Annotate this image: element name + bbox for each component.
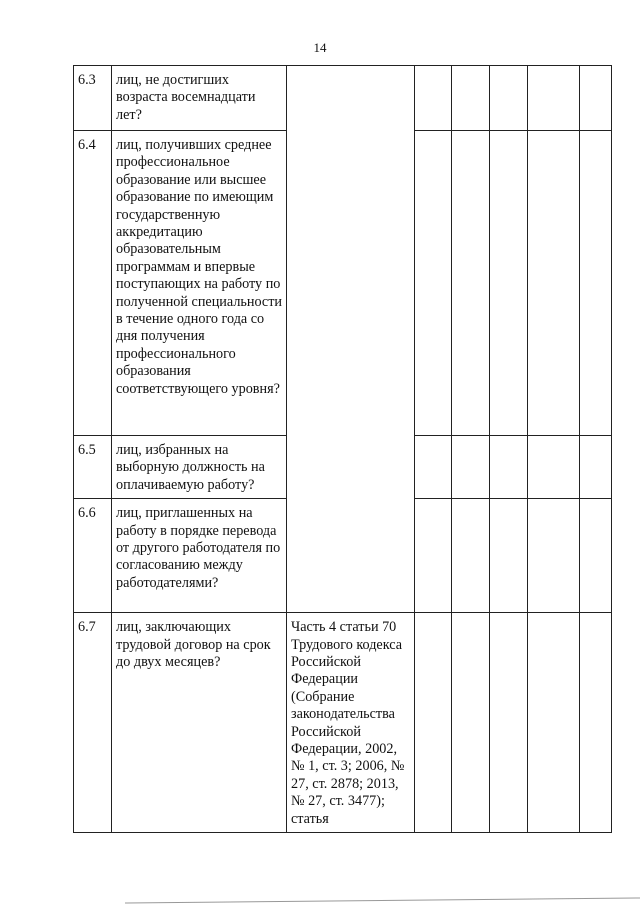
extra-cell bbox=[580, 613, 612, 833]
no-cell bbox=[452, 436, 490, 499]
extra-cell bbox=[580, 131, 612, 436]
table-row-6-3 bbox=[74, 66, 612, 131]
row-question: лиц, приглашенных на работу в порядке перевода от другого работодателя по согласованию между работодателями? bbox=[112, 499, 287, 613]
row-number: 6.7 bbox=[74, 613, 112, 833]
norm-reference-cell-empty bbox=[287, 66, 415, 613]
no-cell bbox=[452, 613, 490, 833]
extra-cell bbox=[580, 66, 612, 131]
not-applicable-cell bbox=[490, 436, 528, 499]
row-question: лиц, избранных на выборную должность на оплачиваемую работу? bbox=[112, 436, 287, 499]
not-applicable-cell bbox=[490, 131, 528, 436]
yes-cell bbox=[415, 131, 452, 436]
no-cell bbox=[452, 66, 490, 131]
row-question: лиц, не достигших возраста восемнадцати лет? bbox=[112, 66, 287, 131]
no-cell bbox=[452, 499, 490, 613]
row-question: лиц, получивших среднее профессиональное образование или высшее образование по имеющим государственную аккредитацию образовательным программам и впервые поступающих на работу по полученной специальности в течение одного года со дня получения профессионального образования соответствующего уровня? bbox=[112, 131, 287, 436]
extra-cell bbox=[580, 499, 612, 613]
row-number: 6.5 bbox=[74, 436, 112, 499]
row-question: лиц, заключающих трудовой договор на срок до двух месяцев? bbox=[112, 613, 287, 833]
comment-cell bbox=[528, 131, 580, 436]
yes-cell bbox=[415, 499, 452, 613]
yes-cell bbox=[415, 613, 452, 833]
extra-cell bbox=[580, 436, 612, 499]
comment-cell bbox=[528, 436, 580, 499]
comment-cell bbox=[528, 499, 580, 613]
not-applicable-cell bbox=[490, 613, 528, 833]
page-number: 14 bbox=[313, 40, 327, 55]
norm-reference: Часть 4 статьи 70 Трудового кодекса Российской Федерации (Собрание законодательства Российской Федерации, 2002, № 1, ст. 3; 2006, № 27, ст. 2878; 2013, № 27, ст. 3477); статья bbox=[287, 613, 415, 833]
table-row-6-7 bbox=[74, 613, 612, 833]
row-number: 6.6 bbox=[74, 499, 112, 613]
yes-cell bbox=[415, 436, 452, 499]
row-number: 6.3 bbox=[74, 66, 112, 131]
no-cell bbox=[452, 131, 490, 436]
row-number: 6.4 bbox=[74, 131, 112, 436]
yes-cell bbox=[415, 66, 452, 131]
not-applicable-cell bbox=[490, 66, 528, 131]
checklist-table bbox=[73, 65, 612, 833]
comment-cell bbox=[528, 66, 580, 131]
comment-cell bbox=[528, 613, 580, 833]
not-applicable-cell bbox=[490, 499, 528, 613]
